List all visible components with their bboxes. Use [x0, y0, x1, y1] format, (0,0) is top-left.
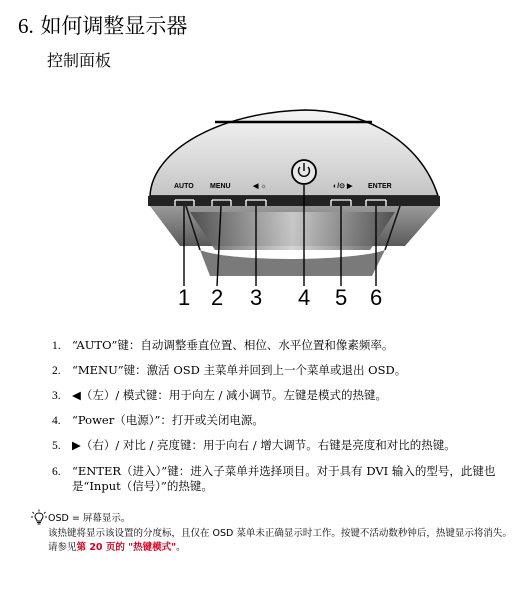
- callout-2: 2: [211, 285, 224, 310]
- list-item: 3. ◀（左）/ 模式键：用于向左 / 减小调节。左键是模式的热键。: [52, 388, 388, 402]
- list-item: 4. “Power（电源）”：打开或关闭电源。: [52, 413, 264, 427]
- left-mode-button-label: ◀ ☼: [253, 183, 267, 190]
- callout-3: 3: [250, 285, 263, 310]
- hotkey-mode-page-link[interactable]: 第 20 页的 "热键模式": [76, 542, 177, 553]
- list-item: 1. “AUTO”键：自动调整垂直位置、相位、水平位置和像素频率。: [52, 338, 394, 352]
- list-item: 6. “ENTER（进入）”键：进入子菜单并选择项目。对于具有 DVI 输入的型号，此键也是“Input（信号）”的热键。: [52, 464, 496, 493]
- callout-4: 4: [298, 285, 311, 310]
- list-item: 5. ▶（右）/ 对比 / 亮度键：用于向右 / 增大调节。右键是亮度和对比的热键。: [52, 438, 456, 452]
- section-number: 6.: [18, 14, 34, 38]
- note-title: OSD = 屏幕显示。: [48, 513, 131, 524]
- button-strip: [148, 196, 440, 206]
- callout-1: 1: [178, 285, 191, 310]
- callout-6: 6: [370, 285, 383, 310]
- enter-button-label: ENTER: [368, 183, 392, 190]
- list-item: 2. “MENU”键：激活 OSD 主菜单并回到上一个菜单或退出 OSD。: [52, 363, 407, 377]
- auto-button-label: AUTO: [174, 183, 194, 190]
- section-title: 如何调整显示器: [40, 14, 188, 38]
- note-body: 该热键将显示该设置的分度标，且仅在 OSD 菜单未正确显示时工作。按键不活动数秒钟后，热键显示将消失。请参见第 20 页的 "热键模式"。: [48, 528, 512, 553]
- callout-5: 5: [335, 285, 348, 310]
- subsection-title: 控制面板: [47, 51, 112, 70]
- right-brightness-button-label: ◐/⊙ ▶: [333, 183, 353, 190]
- menu-button-label: MENU: [210, 183, 231, 190]
- lightbulb-icon: [30, 509, 48, 527]
